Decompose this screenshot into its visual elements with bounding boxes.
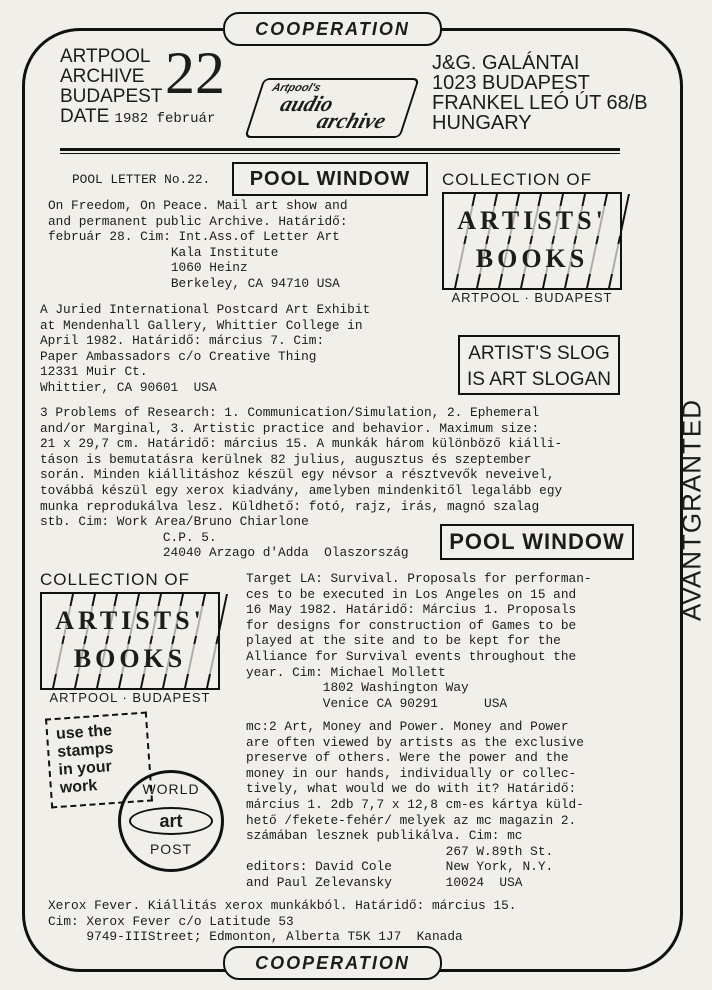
- artists-slog-box: [458, 335, 620, 395]
- collection-footer: ARTPOOL · BUDAPEST: [49, 690, 211, 705]
- section-research: 3 Problems of Research: 1. Communication/Simulation, 2. Ephemeral and/or Marginal, 3. Artistic practice and behavior. Maximum size: 21 x 29,7 cm. Határidő: március 15. A munkák három különböző kiálli- táson is bemutatásra kerülnek 82 julius, augusztus és szeptember során. Minden kiállitáshoz készül egy névsor a résztvevők neveivel, továbbá készül egy xerox kiadvány, amelyben mindenkitől legalább egy munka reprodukálva lesz. Küldhető: fotó, rajz, irás, magnó szalag stb. Cim: Work Area/Bruno Chiarlone C.P. 5. 24040 Arzago d'Adda Olaszország: [40, 405, 563, 561]
- collection-artists-books-top: [442, 170, 622, 310]
- header-divider: [60, 148, 620, 151]
- archive-line: ARCHIVE: [60, 66, 145, 87]
- cooperation-banner-bottom: COOPERATION: [223, 946, 442, 980]
- pool-letter-label: POOL LETTER No.22.: [72, 172, 211, 187]
- stamp-line: in your: [58, 758, 113, 779]
- stamp-line: work: [59, 777, 98, 797]
- address-header: [432, 53, 648, 133]
- audio-archive-line1: Artpool's: [270, 82, 323, 94]
- address-line: HUNGARY: [432, 112, 532, 134]
- collection-title: COLLECTION OF: [40, 570, 190, 589]
- header-divider-thin: [60, 153, 620, 154]
- audio-archive-line2: audio: [277, 91, 337, 116]
- seal-bottom: POST: [149, 841, 193, 857]
- pool-window-box-2: POOL WINDOW: [440, 524, 634, 560]
- date-label: DATE: [60, 106, 110, 127]
- slog-line: IS ART SLOGAN: [467, 369, 611, 390]
- address-line: 1023 BUDAPEST: [432, 72, 590, 94]
- audio-archive-line3: archive: [313, 108, 390, 133]
- date-value: 1982 február: [114, 111, 216, 127]
- collection-title: COLLECTION OF: [442, 170, 592, 189]
- section-xerox: Xerox Fever. Kiállitás xerox munkákból. Határidő: március 15. Cim: Xerox Fever c/o Latitude 53 9749-IIIStreet; Edmonton, Alberta T5K 1J7 Kanada: [48, 898, 517, 945]
- collection-word1: ARTISTS': [444, 206, 620, 236]
- collection-books-graphic: [442, 192, 622, 290]
- cooperation-banner-top: COOPERATION: [223, 12, 442, 46]
- address-line: J&G. GALÁNTAI: [432, 52, 580, 74]
- collection-word2: BOOKS: [42, 644, 218, 674]
- stamp-line: stamps: [56, 739, 114, 761]
- slog-line: ARTIST'S SLOG: [468, 343, 610, 364]
- avantgranted-vertical: AVANTGRANTED: [676, 399, 707, 621]
- pool-window-box: POOL WINDOW: [232, 162, 428, 196]
- archive-line: ARTPOOL: [60, 46, 151, 67]
- world-art-post-seal: [118, 770, 224, 872]
- issue-number: 22: [165, 40, 225, 106]
- archive-line: BUDAPEST: [60, 86, 163, 107]
- address-line: FRANKEL LEÓ ÚT 68/B: [432, 92, 648, 114]
- audio-archive-logo: [244, 78, 419, 138]
- collection-word1: ARTISTS': [42, 606, 218, 636]
- collection-footer: ARTPOOL · BUDAPEST: [451, 290, 613, 305]
- collection-word2: BOOKS: [444, 244, 620, 274]
- section-postcard: A Juried International Postcard Art Exhibit at Mendenhall Gallery, Whittier College in April 1982. Határidő: március 7. Cim: Paper Ambassadors c/o Creative Thing 12331 Muir Ct. Whittier, CA 90601 USA: [40, 302, 371, 395]
- collection-artists-books-bottom: [40, 570, 220, 710]
- section-freedom: On Freedom, On Peace. Mail art show and and permanent public Archive. Határidő: február 28. Cim: Int.Ass.of Letter Art Kala Institute 1060 Heinz Berkeley, CA 94710 USA: [48, 198, 348, 291]
- section-mc2: mc:2 Art, Money and Power. Money and Power are often viewed by artists as the exclusive preserve of others. Were the power and the money in our hands, individually or collec- tively, what would we do with it? Határidő: március 1. 2db 7,7 x 12,8 cm-es kártya küld- hető /fekete-fehér/ melyek az mc magazin 2. számában lesznek publikálva. Cim: mc 267 W.89th St. editors: David Cole New York, N.Y. and Paul Zelevansky 10024 USA: [246, 719, 584, 890]
- section-target-la: Target LA: Survival. Proposals for performan- ces to be executed in Los Angeles on 15 and 16 May 1982. Határidő: Március 1. Proposals for designs for construction of Games to be played at the site and to be kept for the Alliance for Survival events throughout the year. Cim: Michael Mollett 1802 Washington Way Venice CA 90291 USA: [246, 571, 592, 711]
- seal-middle: art: [129, 807, 213, 835]
- seal-top: WORLD: [142, 781, 200, 797]
- stamp-line: use the: [55, 722, 113, 743]
- collection-books-graphic: [40, 592, 220, 690]
